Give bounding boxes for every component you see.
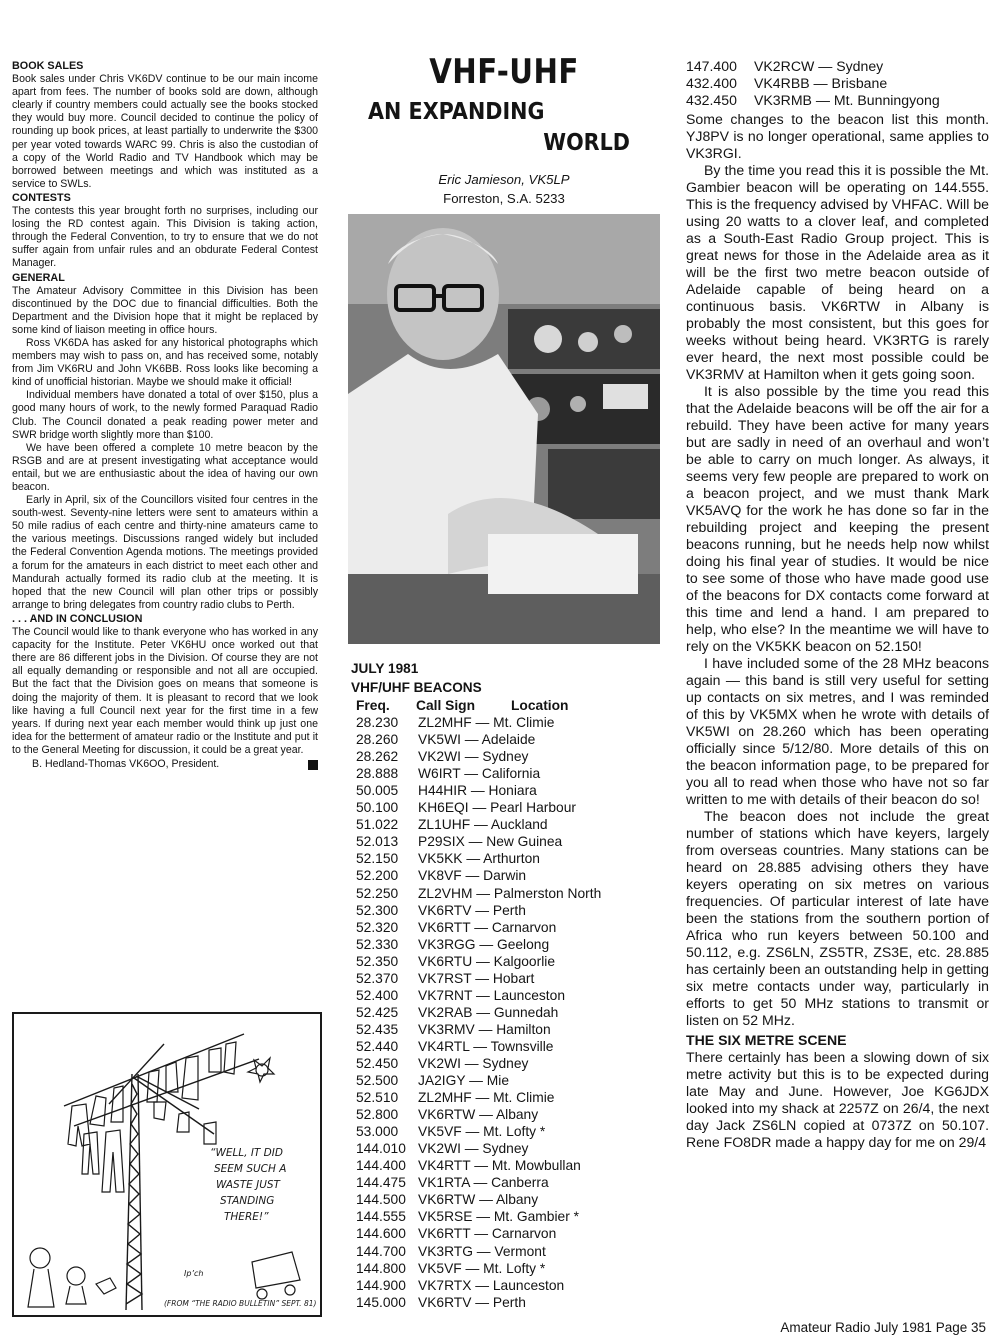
- beacon-callsign-location: VK5VF — Mt. Lofty *: [418, 1260, 546, 1276]
- beacon-callsign-location: ZL2MHF — Mt. Climie: [418, 1090, 555, 1106]
- beacon-callsign-location: VK6RTW — Albany: [418, 1192, 539, 1208]
- beacon-callsign-location: ZL1UHF — Auckland: [418, 817, 548, 833]
- beacon-frequency: 28.230: [356, 715, 399, 731]
- cartoon-caption-line: THERE!”: [224, 1211, 269, 1223]
- column-header: Freq.: [356, 698, 390, 713]
- paragraph: It is also possible by the time you read this that the Adelaide beacons will be off the air for a rebuild. They have been active for many years but are sadly in need of an overhaul and won’t be able to carry on much longer. As always, it seems very few people are prepared to work on a beacon project, and we must thank Mark VK5AVQ for the work he has done so far in the rebuilding project and keeping the present beacons running, but he needs help now whilst doing his final year of studies. It would be nice to see some of those who have made good use of the beacons for DX contacts come forward at this time and lend a hand. I am prepared to help, who else? In the meantime we will have to rely on the VK5KK beacon on 52.150!: [686, 383, 989, 654]
- beacon-frequency: 52.450: [356, 1055, 399, 1071]
- article-subtitle-2: WORLD: [543, 130, 630, 156]
- beacon-table: [356, 697, 601, 1311]
- table-row: [356, 1260, 601, 1277]
- cartoon-caption-line: SEEM SUCH A: [214, 1163, 287, 1175]
- paragraph: Early in April, six of the Councillors visited four centres in the south-west. Seventy-nine letters were sent to amateurs within a 50 mile radius of each centre and thirty-nine amateurs came to the various meetings. Discussions ranged widely but included the Federal Convention Agenda motions. The meetings provided a forum for the amateurs in each district to meet each other and Mandurah actually formed its radio club at the meeting. It is hoped that the new Council will plan other trips or possibly arrange to bring delegates from country radio clubs to Perth.: [12, 494, 318, 611]
- paragraph: We have been offered a complete 10 metre beacon by the RSGB and are at present investigating what acceptance would entail, but we are enthusiastic about the idea of having our own beacon.: [12, 441, 318, 493]
- beacon-callsign-location: VK6RTT — Carnarvon: [418, 919, 557, 935]
- cartoonist-signature: Ip’ch: [184, 1269, 204, 1278]
- beacon-frequency: 52.510: [356, 1090, 399, 1106]
- table-row: [356, 748, 601, 765]
- table-row: [356, 1140, 601, 1157]
- table-row: [356, 1089, 601, 1106]
- beacon-callsign-location: VK1RTA — Canberra: [418, 1175, 549, 1191]
- laundry: [68, 1042, 236, 1192]
- beacon-frequency: 52.150: [356, 851, 399, 867]
- cartoon-caption-line: “WELL, IT DID: [210, 1147, 283, 1159]
- beacon-callsign-location: VK4RBB — Brisbane: [754, 75, 888, 91]
- table-row: [356, 1004, 601, 1021]
- paragraph: The beacon does not include the great number of stations which have keyers, largely from overseas countries. Many stations can be heard on 28.885 advising others they have keyers operating on six metres on various frequencies. Of particular interest of late have been the stations from the southern portion of Africa who run keyers between 50.100 and 50.112, e.g. ZS6LN, ZS5TR, ZS3E, etc. 28.885 has certainly been an outstanding help in getting six metre contacts under way, particularly in efforts to get 50 MHz stations to transmit or listen on 52 MHz.: [686, 808, 989, 1028]
- table-row: [356, 987, 601, 1004]
- beacon-callsign-location: VK8VF — Darwin: [418, 868, 527, 884]
- beacon-rows: [356, 714, 601, 1311]
- cartoon-drawing: [14, 1014, 320, 1315]
- beacon-callsign-location: VK2RAB — Gunnedah: [418, 1004, 559, 1020]
- section-heading: THE SIX METRE SCENE: [686, 1032, 847, 1048]
- beacon-frequency: 52.435: [356, 1021, 399, 1037]
- paragraph: The contests this year brought forth no surprises, including our losing the RD contest again. This Division is taking action, through the Federal Convention, to try to ensure that we do not suffer again from unfair rules and an obdurate Federal Contest Manager.: [12, 205, 318, 270]
- beacon-callsign-location: VK6RTT — Carnarvon: [418, 1226, 557, 1242]
- photo-operator-at-station: [348, 214, 660, 644]
- beacon-callsign-location: VK3RTG — Vermont: [418, 1243, 546, 1259]
- end-mark: [308, 760, 318, 770]
- beacon-frequency: 432.450: [686, 92, 737, 108]
- table-row: [686, 92, 989, 109]
- beacon-frequency: 147.400: [686, 58, 737, 74]
- table-row: [356, 1106, 601, 1123]
- signature-line: [12, 758, 318, 771]
- beacon-frequency: 145.000: [356, 1294, 406, 1310]
- paragraph: By the time you read this it is possible the Mt. Gambier beacon will be operating on 144.555. This is the frequency advised by VHFAC. Will be using 20 watts to a clover leaf, and completed as a South-East Radio Group project. This is great news for those in the Adelaide area as it will be the first two metre beacon outside of Adelaide capable of being heard on a continuous basis. VK6RTW in Albany is probably the most consistent, but this goes for weeks without being heard. VK3RTG is rarely ever heard, the next most possible could be VK3RMV at Hamilton when it gets going soon.: [686, 162, 989, 382]
- section-heading: GENERAL: [12, 271, 65, 284]
- signature: B. Hedland-Thomas VK6OO, President.: [32, 757, 220, 770]
- table-row: [356, 1123, 601, 1140]
- beacon-callsign-location: VK6RTU — Kalgoorlie: [418, 953, 556, 969]
- beacon-frequency: 52.350: [356, 953, 399, 969]
- beacon-callsign-location: VK2RCW — Sydney: [754, 58, 884, 74]
- beacon-frequency: 52.330: [356, 936, 399, 952]
- beacon-callsign-location: VK4RTT — Mt. Mowbullan: [418, 1158, 581, 1174]
- beacon-frequency: 144.500: [356, 1192, 406, 1208]
- cartoon: [12, 1012, 322, 1317]
- beacon-callsign-location: H44HIR — Honiara: [418, 783, 537, 799]
- beacon-callsign-location: VK7RST — Hobart: [418, 970, 535, 986]
- beacon-callsign-location: W6IRT — California: [418, 766, 541, 782]
- beacon-callsign-location: P29SIX — New Guinea: [418, 834, 563, 850]
- beacon-frequency: 52.013: [356, 834, 399, 850]
- beacon-frequency: 52.370: [356, 970, 399, 986]
- column-header: Location: [511, 698, 569, 713]
- table-row: [356, 1174, 601, 1191]
- table-row: [356, 816, 601, 833]
- beacon-frequency: 52.425: [356, 1004, 399, 1020]
- beacon-callsign-location: JA2IGY — Mie: [418, 1073, 509, 1089]
- beacon-frequency: 432.400: [686, 75, 737, 91]
- table-row: [356, 970, 601, 987]
- beacon-callsign-location: VK3RGG — Geelong: [418, 936, 550, 952]
- beacon-frequency: 50.100: [356, 800, 399, 816]
- table-row: [356, 1208, 601, 1225]
- beacon-callsign-location: KH6EQI — Pearl Harbour: [418, 800, 576, 816]
- beacon-frequency: 52.440: [356, 1038, 399, 1054]
- beacon-callsign-location: VK5VF — Mt. Lofty *: [418, 1124, 546, 1140]
- section-heading: . . . AND IN CONCLUSION: [12, 612, 143, 625]
- cartoon-caption-line: WASTE JUST: [216, 1179, 280, 1191]
- section-heading: BOOK SALES: [12, 60, 84, 72]
- beacon-frequency: 52.200: [356, 868, 399, 884]
- table-row: [686, 75, 989, 92]
- column-header: Call Sign: [416, 698, 476, 713]
- beacon-frequency: 144.600: [356, 1226, 406, 1242]
- paragraph: The Council would like to thank everyone who has worked in any capacity for the Institute. Peter VK6HU once worked out that there are 86 different jobs in the Division. Of course they are not all equally demanding or responsible and not all are occupied. But the fact that the Division goes on means that someone is doing the majority of them. It is pleasant to record that we look like having a full Council next year for the first time in a few years. If during next year each member would think up just one idea for the betterment of amateur radio or the Institute and put it to the General Meeting for discussion, it could be a great year.: [12, 626, 318, 756]
- section-heading: CONTESTS: [12, 191, 71, 204]
- beacon-frequency: 52.400: [356, 987, 399, 1003]
- table-row: [356, 782, 601, 799]
- table-row: [356, 953, 601, 970]
- table-row: [356, 1294, 601, 1311]
- beacon-frequency: 53.000: [356, 1124, 399, 1140]
- beacon-frequency: 28.260: [356, 732, 399, 748]
- paragraph: Individual members have donated a total of over $150, plus a good many hours of work, to the newly formed Paraquad Radio Club. The Council donated a peak reading power meter and SWR bridge worth slightly more than $100.: [12, 389, 318, 441]
- paragraph: Book sales under Chris VK6DV continue to be our main income apart from fees. The number of books sold are down, although clearly if country members could actually see the books stocked they would buy more. Council decided to continue the policy of rounding up book prices, at least partially to underwrite the $300 per year voted towards WARC 99. Chris is also the custodian of a copy of the World Radio and TV Handbook which may be borrowed between meetings and which was instituted as a service to SWLs.: [12, 73, 318, 190]
- beacon-frequency: 144.900: [356, 1277, 406, 1293]
- table-row: [356, 833, 601, 850]
- beacon-callsign-location: VK2WI — Sydney: [418, 749, 529, 765]
- beacons-heading: VHF/UHF BEACONS: [351, 680, 482, 695]
- beacon-frequency: 144.475: [356, 1175, 406, 1191]
- beacon-callsign-location: VK5RSE — Mt. Gambier *: [418, 1209, 580, 1225]
- table-row: [356, 936, 601, 953]
- cartoon-caption-line: STANDING: [220, 1195, 275, 1207]
- table-row: [356, 731, 601, 748]
- beacon-frequency: 50.005: [356, 783, 399, 799]
- beacon-callsign-location: VK6RTV — Perth: [418, 902, 526, 918]
- beacon-callsign-location: VK7RTX — Launceston: [418, 1277, 565, 1293]
- beacon-frequency: 144.555: [356, 1209, 406, 1225]
- continued-beacon-list: [686, 58, 989, 109]
- paragraph: Some changes to the beacon list this month. YJ8PV is no longer operational, same applies to VK3RGI.: [686, 111, 989, 161]
- beacon-frequency: 52.300: [356, 902, 399, 918]
- beacon-callsign-location: VK4RTL — Townsville: [418, 1038, 554, 1054]
- table-row: [356, 1055, 601, 1072]
- paragraph: Ross VK6DA has asked for any historical photographs which members may wish to pass on, and has received some, notably from Jim VK6RU and John VK6BB. Ross looks like becoming a kind of unofficial historian. Maybe we should make it official!: [12, 336, 318, 389]
- beacon-frequency: 144.700: [356, 1243, 406, 1259]
- table-row: [356, 1072, 601, 1089]
- beacon-frequency: 52.500: [356, 1073, 399, 1089]
- beacon-callsign-location: ZL2MHF — Mt. Climie: [418, 715, 555, 731]
- table-row: [356, 885, 601, 902]
- table-row: [356, 1243, 601, 1260]
- table-row: [356, 1225, 601, 1242]
- beacon-frequency: 52.800: [356, 1107, 399, 1123]
- table-row: [356, 1191, 601, 1208]
- beacon-callsign-location: VK2WI — Sydney: [418, 1141, 529, 1157]
- beacon-callsign-location: VK2WI — Sydney: [418, 1055, 529, 1071]
- table-row: [356, 867, 601, 884]
- table-row: [356, 765, 601, 782]
- author-name: Eric Jamieson, VK5LP: [438, 172, 570, 187]
- cartoon-credit: (FROM “THE RADIO BULLETIN” SEPT. 81): [164, 1299, 317, 1308]
- article-subtitle-1: AN EXPANDING: [368, 99, 545, 125]
- right-column: [686, 58, 989, 1151]
- beacon-callsign-location: ZL2VHM — Palmerston North: [418, 885, 602, 901]
- paragraph: The Amateur Advisory Committee in this Division has been discontinued by the DOC due to financial difficulties. Both the Department and the Division hope that it might be replaced by some kind of liaison meeting in office hours.: [12, 284, 318, 336]
- beacon-frequency: 52.250: [356, 885, 399, 901]
- beacon-frequency: 144.800: [356, 1260, 406, 1276]
- article-title: VHF-UHF: [429, 52, 579, 92]
- table-row: [356, 1157, 601, 1174]
- beacons-date: JULY 1981: [351, 661, 419, 676]
- beacon-frequency: 28.262: [356, 749, 399, 765]
- left-column: [12, 60, 318, 771]
- table-row: [686, 58, 989, 75]
- beacon-frequency: 144.010: [356, 1141, 406, 1157]
- table-row: [356, 850, 601, 867]
- beacon-callsign-location: VK3RMV — Hamilton: [418, 1021, 551, 1037]
- paragraph: There certainly has been a slowing down of six metre activity but this is to be expected during late May and June. However, Joe KG6JDX looked into my shack at 2257Z on 26/4, the next day Jack ZS6LN copied at 0737Z on 50.107. Rene FO8DR made a happy day for me on 29/4: [686, 1049, 989, 1150]
- beacon-callsign-location: VK6RTV — Perth: [418, 1294, 526, 1310]
- beacon-frequency: 144.400: [356, 1158, 406, 1174]
- table-row: [356, 1021, 601, 1038]
- beacon-frequency: 51.022: [356, 817, 399, 833]
- table-header: [356, 697, 601, 714]
- table-row: [356, 714, 601, 731]
- beacon-frequency: 52.320: [356, 919, 399, 935]
- beacon-frequency: 28.888: [356, 766, 399, 782]
- beacon-callsign-location: VK5KK — Arthurton: [418, 851, 540, 867]
- paragraph: I have included some of the 28 MHz beacons again — this band is still very useful for setting up contacts on six metres, and I was reminded of this by VK5MX when he wrote with details of VK5WI on 28.260 which has been operating officially since 5/12/80. More details of this on the beacon information page, to be prepared for you all to read when those who have not so far written to me with details of their beacon do so!: [686, 655, 989, 807]
- beacon-callsign-location: VK6RTW — Albany: [418, 1107, 539, 1123]
- table-row: [356, 1277, 601, 1294]
- table-row: [356, 919, 601, 936]
- middle-column: [346, 52, 662, 208]
- table-row: [356, 799, 601, 816]
- table-row: [356, 902, 601, 919]
- author-address: Forreston, S.A. 5233: [443, 191, 565, 206]
- table-row: [356, 1038, 601, 1055]
- beacon-callsign-location: VK5WI — Adelaide: [418, 732, 536, 748]
- beacon-callsign-location: VK3RMB — Mt. Bunningyong: [754, 92, 940, 108]
- page-footer: Amateur Radio July 1981 Page 35: [780, 1320, 986, 1335]
- beacon-callsign-location: VK7RNT — Launceston: [418, 987, 565, 1003]
